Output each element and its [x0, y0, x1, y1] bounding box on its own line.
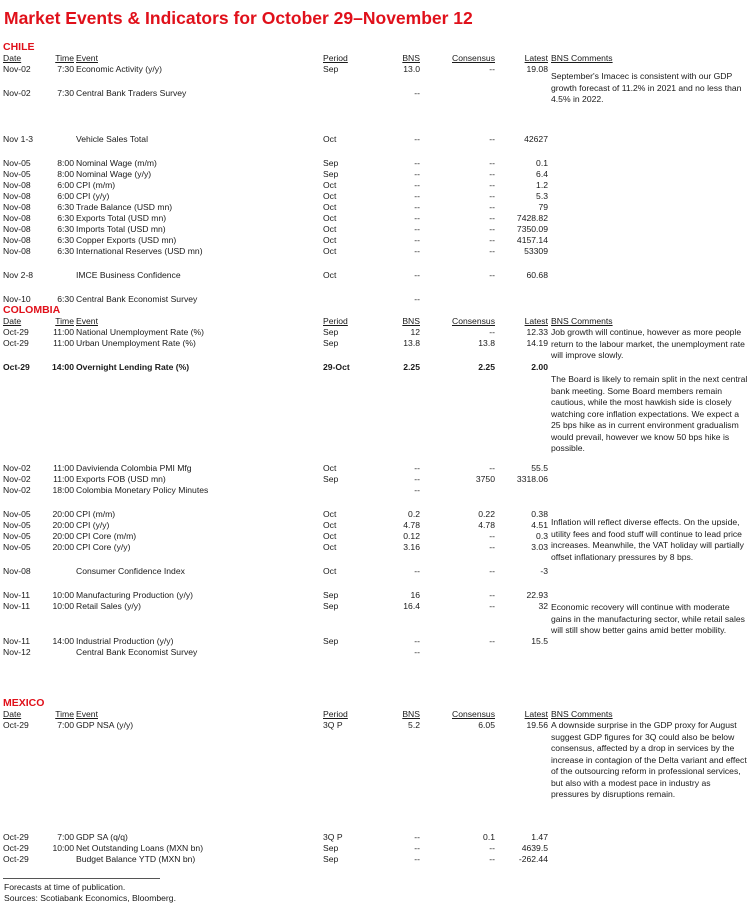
cell-event: Budget Balance YTD (MXN bn)	[76, 854, 196, 864]
cell-event: National Unemployment Rate (%)	[76, 327, 205, 337]
cell-event: GDP NSA (y/y)	[76, 720, 134, 730]
cell-latest: 53309	[524, 246, 548, 256]
cell-consensus: 4.78	[478, 520, 495, 530]
cell-bns: --	[414, 134, 420, 144]
cell-consensus: --	[489, 463, 495, 473]
cell-date: Nov-08	[3, 191, 31, 201]
cell-event: Nominal Wage (y/y)	[76, 169, 152, 179]
cell-period: Sep	[323, 327, 339, 337]
header-comments: BNS Comments	[551, 53, 613, 63]
cell-consensus: 0.1	[483, 832, 495, 842]
header-bns: BNS	[402, 53, 420, 63]
cell-event: Davivienda Colombia PMI Mfg	[76, 463, 192, 473]
section-title: CHILE	[3, 41, 35, 53]
cell-date: Nov-12	[3, 647, 31, 657]
cell-date: Nov-02	[3, 88, 31, 98]
table-row	[3, 843, 747, 854]
cell-period: Oct	[323, 202, 337, 212]
cell-bns: --	[414, 463, 420, 473]
header-latest: Latest	[524, 316, 548, 326]
cell-consensus: --	[489, 843, 495, 853]
table-row	[3, 590, 747, 601]
cell-period: 29-Oct	[323, 362, 350, 372]
cell-bns: --	[414, 636, 420, 646]
cell-period: Oct	[323, 180, 337, 190]
cell-date: Nov-05	[3, 158, 31, 168]
cell-bns: 16	[410, 590, 420, 600]
cell-time: 14:00	[52, 362, 74, 372]
table-row	[3, 134, 747, 145]
cell-event: CPI (m/m)	[76, 509, 116, 519]
cell-time: 11:00	[53, 338, 74, 348]
cell-period: Sep	[323, 854, 339, 864]
footer-divider	[3, 878, 160, 879]
comment: Job growth will continue, however as more people return to the labour market, the unemployment rate will improve slowly.	[551, 327, 745, 360]
cell-latest: 22.93	[526, 590, 548, 600]
cell-bns: --	[414, 832, 420, 842]
cell-latest: 15.5	[531, 636, 548, 646]
table-row	[3, 246, 747, 257]
cell-date: Oct-29	[3, 362, 30, 372]
cell-date: Oct-29	[3, 720, 29, 730]
cell-bns: --	[414, 88, 420, 98]
cell-bns: 4.78	[403, 520, 420, 530]
cell-date: Oct-29	[3, 338, 29, 348]
footer-note: Forecasts at time of publication.	[4, 882, 126, 892]
row-spacer	[3, 281, 747, 294]
cell-time: 11:00	[53, 463, 74, 473]
cell-period: Oct	[323, 509, 337, 519]
page-title: Market Events & Indicators for October 29–November 12	[4, 8, 473, 28]
cell-event: Exports Total (USD mn)	[76, 213, 167, 223]
cell-latest: 32	[538, 601, 548, 611]
cell-bns: --	[414, 158, 420, 168]
cell-consensus: --	[489, 542, 495, 552]
table-row	[3, 235, 747, 246]
table-row	[3, 636, 747, 647]
cell-latest: 1.47	[531, 832, 548, 842]
cell-period: Oct	[323, 134, 337, 144]
table-row	[3, 169, 747, 180]
cell-event: Colombia Monetary Policy Minutes	[76, 485, 209, 495]
cell-consensus: --	[489, 601, 495, 611]
comment: Economic recovery will continue with moderate gains in the manufacturing sector, while retail sales will still show better gains amid better mobility.	[551, 602, 745, 635]
cell-consensus: --	[489, 636, 495, 646]
cell-latest: 0.3	[536, 531, 548, 541]
cell-time: 18:00	[52, 485, 74, 495]
cell-time: 14:00	[52, 636, 74, 646]
cell-consensus: --	[489, 224, 495, 234]
cell-event: CPI (y/y)	[76, 191, 110, 201]
table-header	[3, 709, 747, 720]
cell-date: Nov-11	[3, 636, 31, 646]
cell-period: Oct	[323, 566, 337, 576]
cell-time: 6:30	[57, 224, 74, 234]
cell-event: Trade Balance (USD mn)	[76, 202, 173, 212]
cell-latest: 2.00	[531, 362, 548, 372]
cell-consensus: --	[489, 158, 495, 168]
table-header	[3, 316, 747, 327]
cell-latest: 0.38	[531, 509, 548, 519]
cell-event: Vehicle Sales Total	[76, 134, 148, 144]
header-time: Time	[55, 53, 74, 63]
cell-date: Nov-02	[3, 463, 31, 473]
cell-event: Economic Activity (y/y)	[76, 64, 162, 74]
cell-latest: 60.68	[526, 270, 548, 280]
header-date: Date	[3, 709, 22, 719]
cell-consensus: --	[489, 64, 495, 74]
header-period: Period	[323, 709, 348, 719]
cell-latest: 5.3	[536, 191, 548, 201]
cell-event: Central Bank Economist Survey	[76, 294, 198, 304]
comment: The Board is likely to remain split in the next central bank meeting. Some Board members remain cautious, while the most hawkish side is closely watching core inflation expectations. We expect a 25 bps hike as in current environment gradualism would prevail, however we know 50 bps hike is possible.	[551, 374, 748, 453]
cell-time: 10:00	[52, 843, 74, 853]
table-row	[3, 832, 747, 843]
cell-bns: --	[414, 843, 420, 853]
cell-period: Oct	[323, 224, 337, 234]
header-date: Date	[3, 53, 22, 63]
footer-notes	[4, 882, 176, 904]
cell-consensus: 13.8	[478, 338, 495, 348]
table-row	[3, 180, 747, 191]
cell-event: CPI (m/m)	[76, 180, 116, 190]
cell-event: Nominal Wage (m/m)	[76, 158, 157, 168]
cell-date: Nov-08	[3, 246, 31, 256]
cell-time: 6:00	[57, 191, 74, 201]
cell-time: 11:00	[53, 474, 74, 484]
cell-time: 8:00	[57, 169, 74, 179]
cell-event: Consumer Confidence Index	[76, 566, 185, 576]
cell-period: Oct	[323, 235, 337, 245]
cell-event: Overnight Lending Rate (%)	[76, 362, 190, 372]
chile-section	[3, 41, 747, 305]
cell-period: Sep	[323, 843, 339, 853]
cell-consensus: --	[489, 246, 495, 256]
cell-latest: 12.33	[526, 327, 548, 337]
cell-consensus: --	[489, 327, 495, 337]
table-row	[3, 647, 747, 658]
header-time: Time	[55, 316, 74, 326]
table-row	[3, 463, 747, 474]
cell-consensus: 3750	[475, 474, 495, 484]
cell-date: Nov-10	[3, 294, 31, 304]
header-event: Event	[76, 316, 98, 326]
footer-sources: Sources: Scotiabank Economics, Bloomberg.	[4, 893, 176, 903]
cell-latest: 7428.82	[516, 213, 548, 223]
cell-event: Central Bank Economist Survey	[76, 647, 198, 657]
cell-date: Nov-05	[3, 169, 31, 179]
cell-date: Nov-08	[3, 235, 31, 245]
cell-latest: 7350.09	[516, 224, 548, 234]
table-row	[3, 191, 747, 202]
header-latest: Latest	[524, 53, 548, 63]
cell-period: Sep	[323, 590, 339, 600]
cell-consensus: --	[489, 270, 495, 280]
cell-period: 3Q P	[323, 832, 343, 842]
table-row	[3, 854, 747, 865]
cell-time: 10:00	[52, 590, 74, 600]
cell-bns: 13.0	[403, 64, 420, 74]
cell-period: Sep	[323, 64, 339, 74]
cell-consensus: --	[489, 169, 495, 179]
cell-time: 6:00	[57, 180, 74, 190]
cell-date: Nov-05	[3, 509, 31, 519]
cell-time: 10:00	[52, 601, 74, 611]
cell-time: 7:30	[57, 88, 74, 98]
cell-time: 7:30	[57, 64, 74, 74]
cell-event: CPI Core (y/y)	[76, 542, 131, 552]
cell-event: GDP SA (q/q)	[76, 832, 128, 842]
header-event: Event	[76, 709, 98, 719]
cell-period: Sep	[323, 474, 339, 484]
cell-consensus: 0.22	[478, 509, 495, 519]
cell-consensus: --	[489, 854, 495, 864]
cell-date: Nov-11	[3, 601, 31, 611]
cell-date: Nov-11	[3, 590, 31, 600]
cell-latest: 55.5	[531, 463, 548, 473]
colombia-section	[3, 304, 747, 658]
mexico-section	[3, 697, 747, 865]
table-row	[3, 202, 747, 213]
cell-event: Exports FOB (USD mn)	[76, 474, 166, 484]
cell-period: Oct	[323, 531, 337, 541]
cell-bns: --	[414, 474, 420, 484]
table-row	[3, 485, 747, 496]
cell-consensus: --	[489, 566, 495, 576]
cell-period: Sep	[323, 636, 339, 646]
cell-consensus: --	[489, 180, 495, 190]
row-spacer	[3, 145, 747, 158]
cell-time: 11:00	[53, 327, 74, 337]
cell-period: Oct	[323, 191, 337, 201]
cell-latest: 42627	[524, 134, 548, 144]
cell-event: International Reserves (USD mn)	[76, 246, 203, 256]
cell-latest: 79	[538, 202, 548, 212]
header-bns: BNS	[402, 709, 420, 719]
cell-latest: 3318.06	[516, 474, 548, 484]
table-row	[3, 224, 747, 235]
cell-period: Sep	[323, 158, 339, 168]
table-header	[3, 53, 747, 64]
cell-bns: 0.12	[403, 531, 420, 541]
comment: Inflation will reflect diverse effects. On the upside, utility fees and food stuff will continue to lead price increases. Meanwhile, the VAT holiday will partially offset inflationary pressures by 8 bps.	[551, 517, 744, 562]
cell-time: 6:30	[57, 246, 74, 256]
cell-consensus: --	[489, 202, 495, 212]
table-row	[3, 362, 747, 373]
cell-event: Copper Exports (USD mn)	[76, 235, 177, 245]
cell-latest: -262.44	[518, 854, 548, 864]
cell-bns: 3.16	[403, 542, 420, 552]
cell-period: Sep	[323, 169, 339, 179]
comment: A downside surprise in the GDP proxy for August suggest GDP figures for 3Q could also be below consensus, affected by a drop in services by the increase in contagion of the Delta variant and effect of the outsourcing reform in professional services, but also with a modest pace in industry as pressures by disruptions remain.	[551, 720, 747, 799]
header-period: Period	[323, 316, 348, 326]
cell-period: Oct	[323, 246, 337, 256]
cell-event: Industrial Production (y/y)	[76, 636, 174, 646]
section-title: MEXICO	[3, 697, 45, 709]
cell-bns: --	[414, 202, 420, 212]
cell-event: Central Bank Traders Survey	[76, 88, 187, 98]
cell-bns: 12	[410, 327, 420, 337]
cell-event: Net Outstanding Loans (MXN bn)	[76, 843, 204, 853]
cell-consensus: --	[489, 235, 495, 245]
cell-time: 6:30	[57, 235, 74, 245]
cell-bns: 2.25	[403, 362, 420, 372]
header-comments: BNS Comments	[551, 709, 613, 719]
cell-bns: --	[414, 235, 420, 245]
cell-time: 20:00	[52, 509, 74, 519]
table-row	[3, 474, 747, 485]
cell-latest: 4.51	[531, 520, 548, 530]
cell-period: Oct	[323, 463, 337, 473]
cell-consensus: --	[489, 213, 495, 223]
cell-date: Nov-08	[3, 213, 31, 223]
cell-event: CPI (y/y)	[76, 520, 110, 530]
cell-event: Manufacturing Production (y/y)	[76, 590, 194, 600]
cell-date: Oct-29	[3, 832, 29, 842]
cell-consensus: 6.05	[478, 720, 495, 730]
cell-bns: --	[414, 224, 420, 234]
cell-date: Oct-29	[3, 327, 29, 337]
cell-bns: --	[414, 294, 420, 304]
cell-date: Oct-29	[3, 854, 29, 864]
cell-date: Nov-08	[3, 202, 31, 212]
cell-time: 6:30	[57, 213, 74, 223]
cell-bns: 0.2	[408, 509, 420, 519]
cell-date: Nov-02	[3, 485, 31, 495]
comment: September's Imacec is consistent with our GDP growth forecast of 11.2% in 2021 and no less than 4.5% in 2022.	[551, 71, 742, 104]
cell-time: 20:00	[52, 520, 74, 530]
header-consensus: Consensus	[452, 316, 495, 326]
cell-period: Oct	[323, 542, 337, 552]
header-period: Period	[323, 53, 348, 63]
cell-date: Nov-08	[3, 566, 31, 576]
cell-period: Oct	[323, 520, 337, 530]
cell-date: Nov-02	[3, 474, 31, 484]
cell-bns: --	[414, 485, 420, 495]
cell-bns: --	[414, 191, 420, 201]
header-event: Event	[76, 53, 98, 63]
cell-bns: --	[414, 246, 420, 256]
cell-latest: 0.1	[536, 158, 548, 168]
cell-period: 3Q P	[323, 720, 343, 730]
cell-bns: --	[414, 180, 420, 190]
cell-event: CPI Core (m/m)	[76, 531, 137, 541]
cell-date: Nov-08	[3, 180, 31, 190]
cell-date: Nov-05	[3, 531, 31, 541]
cell-time: 7:00	[57, 832, 74, 842]
cell-time: 20:00	[52, 531, 74, 541]
cell-time: 6:30	[57, 202, 74, 212]
cell-bns: --	[414, 270, 420, 280]
cell-date: Nov-08	[3, 224, 31, 234]
cell-latest: 4157.14	[516, 235, 548, 245]
header-bns: BNS	[402, 316, 420, 326]
cell-event: Urban Unemployment Rate (%)	[76, 338, 196, 348]
table-row	[3, 213, 747, 224]
cell-time: 6:30	[57, 294, 74, 304]
header-date: Date	[3, 316, 22, 326]
section-title: COLOMBIA	[3, 304, 61, 316]
row-spacer	[3, 257, 747, 270]
header-time: Time	[55, 709, 74, 719]
cell-event: Imports Total (USD mn)	[76, 224, 166, 234]
table-row	[3, 270, 747, 281]
cell-latest: -3	[540, 566, 548, 576]
cell-date: Nov-02	[3, 64, 31, 74]
header-comments: BNS Comments	[551, 316, 613, 326]
cell-consensus: --	[489, 134, 495, 144]
cell-latest: 14.19	[526, 338, 548, 348]
cell-period: Sep	[323, 601, 339, 611]
cell-date: Oct-29	[3, 843, 29, 853]
row-spacer	[3, 496, 747, 509]
cell-consensus: --	[489, 590, 495, 600]
table-row	[3, 158, 747, 169]
cell-period: Sep	[323, 338, 339, 348]
cell-time: 7:00	[57, 720, 74, 730]
cell-consensus: --	[489, 531, 495, 541]
header-consensus: Consensus	[452, 53, 495, 63]
cell-bns: --	[414, 169, 420, 179]
header-latest: Latest	[524, 709, 548, 719]
cell-event: Retail Sales (y/y)	[76, 601, 141, 611]
cell-period: Oct	[323, 270, 337, 280]
cell-date: Nov 1-3	[3, 134, 34, 144]
cell-bns: --	[414, 213, 420, 223]
cell-period: Oct	[323, 213, 337, 223]
cell-bns: --	[414, 566, 420, 576]
cell-bns: 5.2	[408, 720, 420, 730]
cell-time: 20:00	[52, 542, 74, 552]
table-row	[3, 566, 747, 577]
cell-bns: --	[414, 854, 420, 864]
cell-latest: 19.56	[526, 720, 548, 730]
cell-consensus: --	[489, 191, 495, 201]
row-spacer	[3, 577, 747, 590]
cell-consensus: 2.25	[478, 362, 495, 372]
cell-date: Nov 2-8	[3, 270, 34, 280]
cell-latest: 3.03	[531, 542, 548, 552]
cell-event: IMCE Business Confidence	[76, 270, 181, 280]
cell-latest: 1.2	[536, 180, 548, 190]
cell-bns: --	[414, 647, 420, 657]
header-consensus: Consensus	[452, 709, 495, 719]
cell-latest: 19.08	[526, 64, 548, 74]
cell-latest: 6.4	[536, 169, 548, 179]
cell-date: Nov-05	[3, 542, 31, 552]
cell-bns: 16.4	[403, 601, 420, 611]
cell-date: Nov-05	[3, 520, 31, 530]
cell-latest: 4639.5	[521, 843, 548, 853]
cell-bns: 13.8	[403, 338, 420, 348]
cell-time: 8:00	[57, 158, 74, 168]
